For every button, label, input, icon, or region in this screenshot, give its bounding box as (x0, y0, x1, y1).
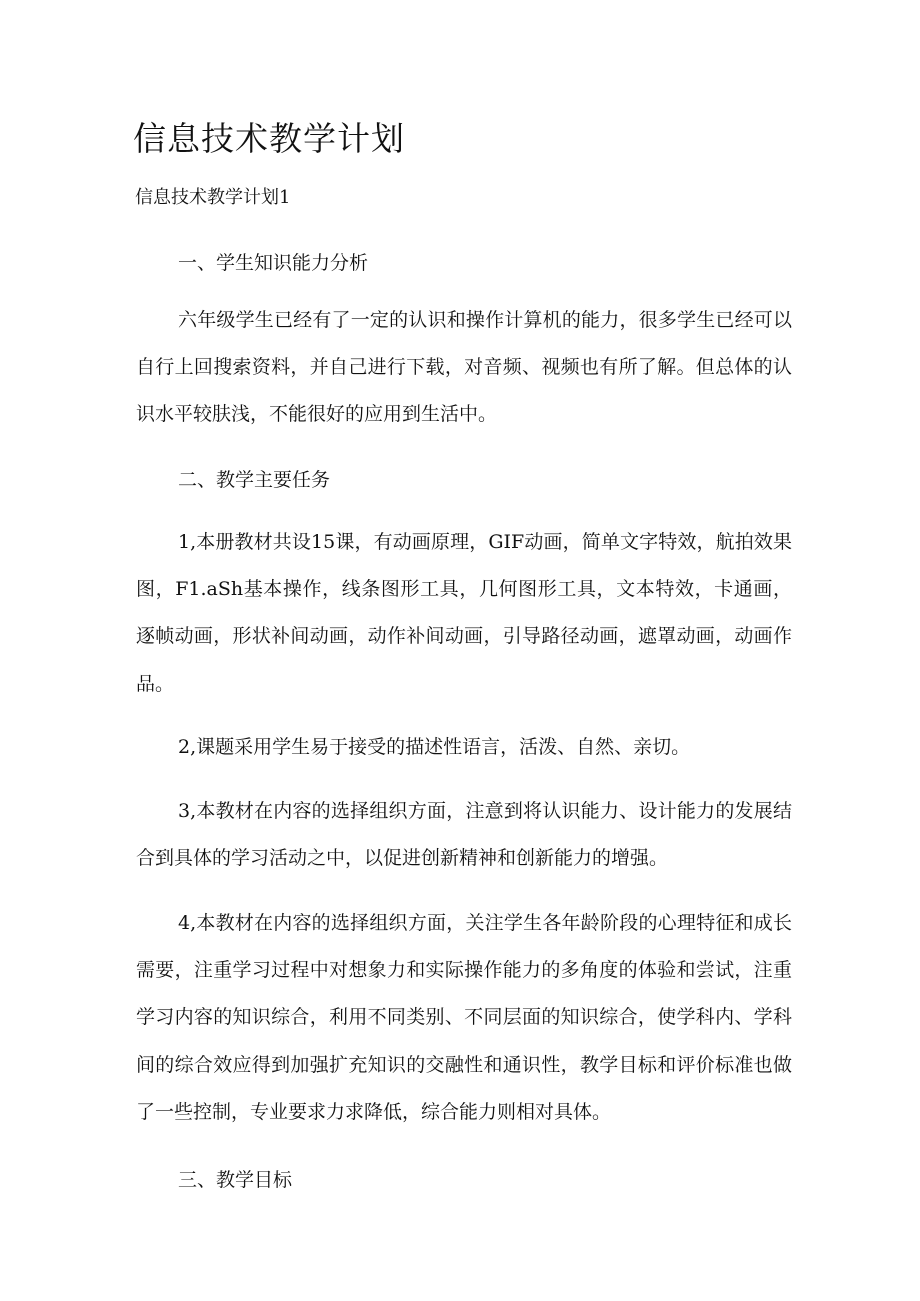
list-item-task-2: 2,课题采用学生易于接受的描述性语言，活泼、自然、亲切。 (178, 736, 691, 758)
section-heading-1: 一、学生知识能力分析 (178, 252, 369, 274)
document-subtitle: 信息技术教学计划1 (135, 187, 291, 208)
section-heading-3: 三、教学目标 (178, 1169, 293, 1191)
section-heading-2: 二、教学主要任务 (178, 469, 331, 491)
list-item-task-1: 1,本册教材共设15课，有动画原理，GIF动画，简单文字特效，航拍效果图，F1.aSh基本操作，线条图形工具，几何图形工具，文本特效，卡通画，逐帧动画，形状补间动画，动作补间动画，引导路径动画，遮罩动画，动画作品。 (136, 531, 792, 695)
list-item-task-3: 3,本教材在内容的选择组织方面，注意到将认识能力、设计能力的发展结合到具体的学习活动之中，以促进创新精神和创新能力的增强。 (136, 800, 792, 870)
list-item-task-4: 4,本教材在内容的选择组织方面，关注学生各年龄阶段的心理特征和成长需要，注重学习过程中对想象力和实际操作能力的多角度的体验和尝试，注重学习内容的知识综合，利用不同类别、不同层面的知识综合，使学科内、学科间的综合效应得到加强扩充知识的交融性和通识性，教学目标和评价标准也做了一些控制，专业要求力求降低，综合能力则相对具体。 (136, 912, 792, 1123)
paragraph-student-analysis: 六年级学生已经有了一定的认识和操作计算机的能力，很多学生已经可以自行上回搜索资料，并自己进行下载，对音频、视频也有所了解。但总体的认识水平较肤浅，不能很好的应用到生活中。 (136, 309, 792, 426)
document-title: 信息技术教学计划 (133, 119, 405, 158)
